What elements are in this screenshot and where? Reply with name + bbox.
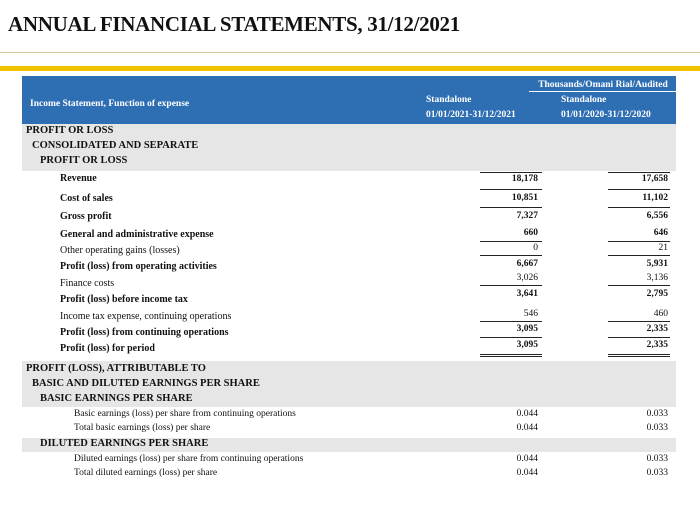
basic-eps-rows bbox=[22, 407, 676, 437]
eps-section-block bbox=[22, 361, 676, 407]
rule bbox=[608, 172, 670, 173]
value-finance-costs-2020: 3,136 bbox=[646, 273, 668, 283]
value-other-gains-2021: 0 bbox=[533, 243, 538, 253]
double-rule bbox=[480, 354, 542, 357]
value-diluted-eps-continuing-2021: 0.044 bbox=[516, 454, 538, 464]
row-label-gross-profit: Gross profit bbox=[60, 211, 112, 222]
column-header-2020 bbox=[561, 95, 651, 120]
value-profit-before-tax-2021: 3,641 bbox=[516, 289, 538, 299]
value-gross-profit-2021: 7,327 bbox=[516, 211, 538, 221]
value-continuing-ops-2020: 2,335 bbox=[646, 324, 668, 334]
diluted-eps-header bbox=[22, 438, 676, 452]
row-label-profit-before-tax: Profit (loss) before income tax bbox=[60, 294, 188, 305]
rule bbox=[480, 255, 542, 256]
row-label-total-basic-eps: Total basic earnings (loss) per share bbox=[74, 423, 211, 433]
title-divider bbox=[0, 52, 700, 53]
row-label-continuing-ops-profit: Profit (loss) from continuing operations bbox=[60, 327, 229, 338]
section-attributable: PROFIT (LOSS), ATTRIBUTABLE TO bbox=[26, 363, 206, 374]
rule bbox=[608, 189, 670, 190]
row-label-finance-costs: Finance costs bbox=[60, 278, 115, 289]
diluted-eps-rows bbox=[22, 452, 676, 484]
value-profit-for-period-2020: 2,335 bbox=[646, 340, 668, 350]
value-general-admin-2021: 660 bbox=[523, 228, 538, 238]
double-rule bbox=[608, 354, 670, 357]
rule bbox=[480, 189, 542, 190]
row-label-other-gains: Other operating gains (losses) bbox=[60, 245, 180, 256]
rule bbox=[480, 241, 542, 242]
value-basic-eps-continuing-2021: 0.044 bbox=[516, 409, 538, 419]
row-label-profit-for-period: Profit (loss) for period bbox=[60, 343, 155, 354]
value-cost-of-sales-2021: 10,851 bbox=[511, 193, 538, 203]
value-gross-profit-2020: 6,556 bbox=[646, 211, 668, 221]
rule bbox=[608, 321, 670, 322]
page-title: ANNUAL FINANCIAL STATEMENTS, 31/12/2021 bbox=[8, 12, 460, 36]
row-label-basic-eps-continuing: Basic earnings (loss) per share from continuing operations bbox=[74, 409, 296, 419]
rule bbox=[480, 285, 542, 286]
rule bbox=[608, 255, 670, 256]
rule bbox=[608, 207, 670, 208]
column-header-2021 bbox=[426, 95, 516, 120]
value-income-tax-2020: 460 bbox=[653, 309, 668, 319]
row-label-general-admin: General and administrative expense bbox=[60, 229, 214, 240]
section-basic-diluted: BASIC AND DILUTED EARNINGS PER SHARE bbox=[32, 378, 260, 389]
accent-bar bbox=[0, 66, 700, 71]
section-basic-eps: BASIC EARNINGS PER SHARE bbox=[40, 393, 193, 404]
value-revenue-2021: 18,178 bbox=[511, 174, 538, 184]
statement-type-label: Income Statement, Function of expense bbox=[30, 99, 190, 109]
rule bbox=[480, 207, 542, 208]
section-consolidated: CONSOLIDATED AND SEPARATE bbox=[32, 140, 199, 151]
value-income-tax-2021: 546 bbox=[523, 309, 538, 319]
value-general-admin-2020: 646 bbox=[653, 228, 668, 238]
column-header-2021-period: 01/01/2021-31/12/2021 bbox=[426, 110, 516, 120]
value-total-basic-eps-2020: 0.033 bbox=[646, 423, 668, 433]
row-label-diluted-eps-continuing: Diluted earnings (loss) per share from continuing operations bbox=[74, 454, 304, 464]
value-finance-costs-2021: 3,026 bbox=[516, 273, 538, 283]
line-items bbox=[22, 171, 676, 354]
value-total-basic-eps-2021: 0.044 bbox=[516, 423, 538, 433]
rule bbox=[608, 285, 670, 286]
value-revenue-2020: 17,658 bbox=[641, 174, 668, 184]
section-profit-or-loss: PROFIT OR LOSS bbox=[26, 125, 114, 136]
rule bbox=[608, 337, 670, 338]
column-header-2021-basis: Standalone bbox=[426, 95, 472, 105]
value-profit-for-period-2021: 3,095 bbox=[516, 340, 538, 350]
section-header-block bbox=[22, 124, 676, 171]
column-header-2020-basis: Standalone bbox=[561, 95, 607, 105]
rule bbox=[480, 321, 542, 322]
rule bbox=[480, 172, 542, 173]
table-header bbox=[22, 76, 676, 124]
value-total-diluted-eps-2020: 0.033 bbox=[646, 468, 668, 478]
value-diluted-eps-continuing-2020: 0.033 bbox=[646, 454, 668, 464]
rule bbox=[480, 337, 542, 338]
value-profit-before-tax-2020: 2,795 bbox=[646, 289, 668, 299]
row-label-income-tax: Income tax expense, continuing operations bbox=[60, 311, 232, 322]
row-label-total-diluted-eps: Total diluted earnings (loss) per share bbox=[74, 468, 218, 478]
value-continuing-ops-2021: 3,095 bbox=[516, 324, 538, 334]
value-operating-profit-2021: 6,667 bbox=[516, 259, 538, 269]
row-label-operating-profit: Profit (loss) from operating activities bbox=[60, 261, 217, 272]
section-profit-or-loss-sub: PROFIT OR LOSS bbox=[40, 155, 128, 166]
value-other-gains-2020: 21 bbox=[658, 243, 668, 253]
value-total-diluted-eps-2021: 0.044 bbox=[516, 468, 538, 478]
value-operating-profit-2020: 5,931 bbox=[646, 259, 668, 269]
statement-body bbox=[22, 124, 676, 490]
row-label-revenue: Revenue bbox=[60, 173, 97, 184]
value-cost-of-sales-2020: 11,102 bbox=[642, 193, 668, 203]
section-diluted-eps: DILUTED EARNINGS PER SHARE bbox=[40, 438, 209, 449]
units-label: Thousands/Omani Rial/Audited bbox=[529, 80, 677, 92]
rule bbox=[608, 241, 670, 242]
value-basic-eps-continuing-2020: 0.033 bbox=[646, 409, 668, 419]
row-label-cost-of-sales: Cost of sales bbox=[60, 193, 113, 204]
column-header-2020-period: 01/01/2020-31/12/2020 bbox=[561, 110, 651, 120]
